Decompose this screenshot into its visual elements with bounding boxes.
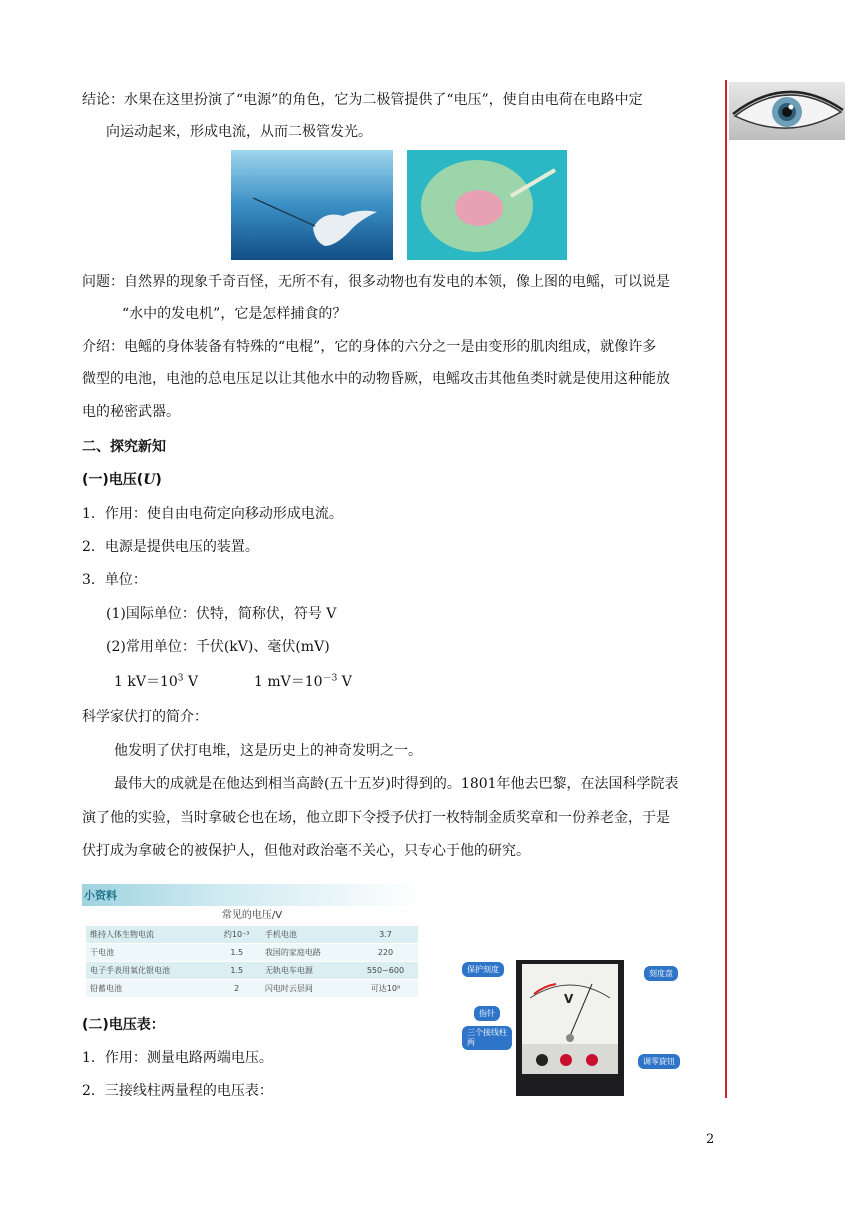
voltage-table — [86, 926, 418, 998]
table-row: 铅蓄电池 2 闪电时云层间 可达10⁹ — [86, 980, 418, 998]
margin-rule — [725, 80, 727, 1098]
subsection-voltage: (一)电压(U) — [82, 472, 162, 488]
label-pointer: 指针 — [474, 1006, 500, 1021]
subsection-voltmeter: (二)电压表： — [82, 1017, 165, 1033]
table-header-band — [82, 884, 422, 906]
volta-heading: 科学家伏打的简介： — [82, 709, 208, 725]
intro-line-2: 微型的电池，电池的总电压足以让其他水中的动物昏厥，电鳐攻击其他鱼类时就是使用这种能放 — [82, 371, 670, 387]
voltmeter-image — [460, 958, 692, 1098]
table-row: 维持人体生物电流 约10⁻³ 手机电池 3.7 — [86, 926, 418, 944]
voltmeter-type: 2．三接线柱两量程的电压表： — [82, 1083, 273, 1099]
unit-si: (1)国际单位：伏特，简称伏，符号 V — [106, 606, 337, 622]
volta-line-1: 他发明了伏打电堆，这是历史上的神奇发明之一。 — [114, 743, 422, 759]
manta-ray-photo — [231, 150, 393, 260]
table-row: 干电池 1.5 我国的家庭电路 220 — [86, 944, 418, 962]
eye-image — [729, 82, 845, 140]
dial-unit: V — [564, 992, 574, 1006]
question-line-2: “水中的发电机”，它是怎样捕食的？ — [122, 306, 347, 322]
voltmeter-function: 1．作用：测量电路两端电压。 — [82, 1050, 273, 1066]
table-badge: 小资料 — [84, 889, 117, 902]
conversion-mv: 1 $mV=10^{-3}$ V — [254, 673, 352, 690]
intro-line-3: 电的秘密武器。 — [82, 404, 180, 420]
label-zero-knob: 调零旋钮 — [638, 1054, 680, 1069]
conversion-kv: 1 $kV=10^3$ V — [114, 673, 199, 690]
intro-line-1: 介绍：电鳐的身体装备有特殊的“电棍”，它的身体的六分之一是由变形的肌肉组成，就像许多 — [82, 339, 657, 355]
label-dial: 刻度盘 — [644, 966, 678, 981]
conclusion-line-2: 向运动起来，形成电流，从而二极管发光。 — [106, 124, 372, 140]
table-row: 电子手表用氧化银电池 1.5 无轨电车电源 550~600 — [86, 962, 418, 980]
label-terminals: 三个接线柱 两 — [462, 1026, 512, 1050]
conclusion-line-1: 结论：水果在这里扮演了“电源”的角色，它为二极管提供了“电压”，使自由电荷在电路中定 — [82, 92, 643, 108]
item-unit: 3．单位： — [82, 572, 147, 588]
label-protect-scale: 保护刻度 — [462, 962, 504, 977]
item-function: 1．作用：使自由电荷定向移动形成电流。 — [82, 506, 343, 522]
volta-line-4: 伏打成为拿破仑的被保护人，但他对政治毫不关心，只专心于他的研究。 — [82, 843, 530, 859]
volta-line-2: 最伟大的成就是在他达到相当高龄(五十五岁)时得到的。1801年他去巴黎，在法国科学院表 — [114, 776, 679, 792]
table-title: 常见的电压/V — [221, 910, 283, 921]
electric-ray-photo — [407, 150, 567, 260]
page-number: 2 — [706, 1132, 715, 1147]
volta-line-3: 演了他的实验，当时拿破仑也在场，他立即下令授予伏打一枚特制金质奖章和一份养老金，于是 — [82, 810, 670, 826]
question-line-1: 问题：自然界的现象千奇百怪，无所不有，很多动物也有发电的本领，像上图的电鳐，可以说是 — [82, 274, 670, 290]
voltage-table-image — [82, 884, 422, 1000]
unit-common: (2)常用单位：千伏(kV)、毫伏(mV) — [106, 639, 330, 655]
item-source: 2．电源是提供电压的装置。 — [82, 539, 259, 555]
section-heading: 二、探究新知 — [82, 439, 166, 455]
